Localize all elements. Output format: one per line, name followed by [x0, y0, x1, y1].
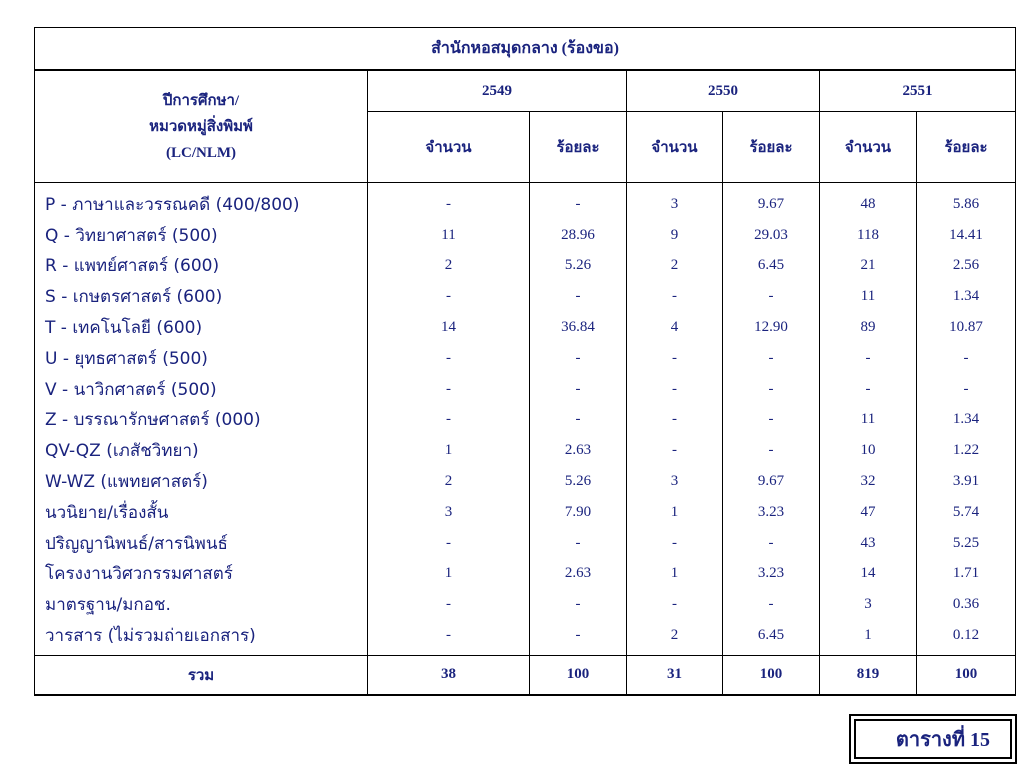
row-category: Z - บรรณารักษศาสตร์ (000) — [35, 405, 368, 436]
row-2551-count: 21 — [820, 251, 917, 282]
row-2551-count: - — [820, 343, 917, 374]
row-2551-percent: 0.12 — [917, 620, 1016, 655]
row-2550-percent: 6.45 — [723, 251, 820, 282]
row-2549-percent: - — [530, 281, 627, 312]
row-2549-count: 2 — [368, 251, 530, 282]
row-2550-percent: - — [723, 405, 820, 436]
row-2551-percent: 2.56 — [917, 251, 1016, 282]
table-row — [35, 620, 1016, 655]
table-row — [35, 435, 1016, 466]
row-category: ปริญญานิพนธ์/สารนิพนธ์ — [35, 528, 368, 559]
count-header: จำนวน — [368, 112, 530, 183]
row-2549-count: - — [368, 620, 530, 655]
table-row — [35, 466, 1016, 497]
row-2551-count: 89 — [820, 312, 917, 343]
row-2549-count: 14 — [368, 312, 530, 343]
row-2549-percent: 5.26 — [530, 251, 627, 282]
row-2549-percent: 7.90 — [530, 497, 627, 528]
row-2549-percent: 2.63 — [530, 559, 627, 590]
row-2549-percent: - — [530, 620, 627, 655]
table-row — [35, 497, 1016, 528]
row-2551-percent: 3.91 — [917, 466, 1016, 497]
row-2551-count: 47 — [820, 497, 917, 528]
row-2549-percent: - — [530, 589, 627, 620]
row-category: P - ภาษาและวรรณคดี (400/800) — [35, 183, 368, 220]
row-2550-count: 3 — [627, 183, 723, 220]
percent-header: ร้อยละ — [530, 112, 627, 183]
row-2551-percent: 5.86 — [917, 183, 1016, 220]
total-label: รวม — [35, 655, 368, 695]
row-2549-percent: - — [530, 405, 627, 436]
row-2549-percent: - — [530, 183, 627, 220]
category-header-line2: หมวดหมู่สิ่งพิมพ์ — [149, 118, 253, 135]
row-2550-percent: 12.90 — [723, 312, 820, 343]
row-category: R - แพทย์ศาสตร์ (600) — [35, 251, 368, 282]
row-category: นวนิยาย/เรื่องสั้น — [35, 497, 368, 528]
row-2551-percent: 1.22 — [917, 435, 1016, 466]
row-2551-percent: - — [917, 343, 1016, 374]
category-header-line1: ปีการศึกษา/ — [162, 92, 240, 109]
count-header: จำนวน — [820, 112, 917, 183]
row-2550-percent: - — [723, 374, 820, 405]
row-2550-percent: 9.67 — [723, 183, 820, 220]
year-header-2549: 2549 — [368, 70, 627, 112]
total-row — [35, 655, 1016, 695]
row-2549-count: - — [368, 281, 530, 312]
table-row — [35, 374, 1016, 405]
category-header-line3: (LC/NLM) — [166, 144, 236, 161]
row-2550-percent: 3.23 — [723, 559, 820, 590]
row-2551-percent: 1.71 — [917, 559, 1016, 590]
row-2549-count: 11 — [368, 220, 530, 251]
table-number-label: ตารางที่ 15 — [854, 719, 1012, 759]
category-header — [35, 70, 368, 183]
row-2550-count: 9 — [627, 220, 723, 251]
total-2550-percent: 100 — [723, 655, 820, 695]
row-2549-percent: 2.63 — [530, 435, 627, 466]
row-2549-count: 2 — [368, 466, 530, 497]
row-2551-percent: 5.74 — [917, 497, 1016, 528]
row-2549-percent: 28.96 — [530, 220, 627, 251]
row-2550-percent: 9.67 — [723, 466, 820, 497]
row-2551-percent: - — [917, 374, 1016, 405]
row-2550-count: - — [627, 528, 723, 559]
total-2549-percent: 100 — [530, 655, 627, 695]
row-category: QV-QZ (เภสัชวิทยา) — [35, 435, 368, 466]
row-2551-count: - — [820, 374, 917, 405]
row-2550-percent: 3.23 — [723, 497, 820, 528]
table-body — [35, 183, 1016, 656]
year-header-2550: 2550 — [627, 70, 820, 112]
row-category: Q - วิทยาศาสตร์ (500) — [35, 220, 368, 251]
row-2551-count: 43 — [820, 528, 917, 559]
row-2550-percent: - — [723, 435, 820, 466]
row-2549-percent: 36.84 — [530, 312, 627, 343]
row-2551-percent: 1.34 — [917, 281, 1016, 312]
table-row — [35, 405, 1016, 436]
row-2549-count: 1 — [368, 559, 530, 590]
table-row — [35, 312, 1016, 343]
row-category: T - เทคโนโลยี (600) — [35, 312, 368, 343]
row-2549-percent: 5.26 — [530, 466, 627, 497]
row-2549-percent: - — [530, 343, 627, 374]
table-number-badge — [849, 714, 1017, 764]
row-2551-count: 118 — [820, 220, 917, 251]
total-2551-count: 819 — [820, 655, 917, 695]
row-2551-count: 48 — [820, 183, 917, 220]
row-2549-percent: - — [530, 528, 627, 559]
row-2550-percent: - — [723, 528, 820, 559]
row-2549-count: - — [368, 405, 530, 436]
row-2550-count: 2 — [627, 620, 723, 655]
total-2550-count: 31 — [627, 655, 723, 695]
row-2550-percent: 29.03 — [723, 220, 820, 251]
row-2550-percent: - — [723, 281, 820, 312]
row-2551-percent: 10.87 — [917, 312, 1016, 343]
table-row — [35, 559, 1016, 590]
row-2551-percent: 14.41 — [917, 220, 1016, 251]
row-2549-count: 3 — [368, 497, 530, 528]
row-2551-count: 32 — [820, 466, 917, 497]
table-row — [35, 589, 1016, 620]
table-row — [35, 528, 1016, 559]
row-2550-count: 3 — [627, 466, 723, 497]
row-2551-percent: 1.34 — [917, 405, 1016, 436]
table-row — [35, 183, 1016, 220]
percent-header: ร้อยละ — [917, 112, 1016, 183]
row-2551-count: 3 — [820, 589, 917, 620]
row-2550-percent: - — [723, 589, 820, 620]
row-2549-count: - — [368, 528, 530, 559]
row-2549-count: 1 — [368, 435, 530, 466]
row-category: โครงงานวิศวกรรมศาสตร์ — [35, 559, 368, 590]
row-2549-count: - — [368, 183, 530, 220]
row-2549-percent: - — [530, 374, 627, 405]
row-2549-count: - — [368, 589, 530, 620]
row-2550-count: - — [627, 374, 723, 405]
table-row — [35, 343, 1016, 374]
row-2550-count: - — [627, 435, 723, 466]
table-row — [35, 251, 1016, 282]
row-2550-count: - — [627, 589, 723, 620]
row-2551-count: 10 — [820, 435, 917, 466]
row-category: W-WZ (แพทยศาสตร์) — [35, 466, 368, 497]
row-2550-count: 4 — [627, 312, 723, 343]
row-2551-percent: 0.36 — [917, 589, 1016, 620]
table-caption: สำนักหอสมุดกลาง (ร้องขอ) — [35, 28, 1016, 71]
count-header: จำนวน — [627, 112, 723, 183]
row-2550-count: - — [627, 405, 723, 436]
row-category: S - เกษตรศาสตร์ (600) — [35, 281, 368, 312]
total-2551-percent: 100 — [917, 655, 1016, 695]
row-2551-count: 1 — [820, 620, 917, 655]
row-2550-count: - — [627, 281, 723, 312]
table-row — [35, 281, 1016, 312]
row-2549-count: - — [368, 374, 530, 405]
table-row — [35, 220, 1016, 251]
row-2551-percent: 5.25 — [917, 528, 1016, 559]
row-category: มาตรฐาน/มกอช. — [35, 589, 368, 620]
row-2551-count: 14 — [820, 559, 917, 590]
row-2550-count: 2 — [627, 251, 723, 282]
row-category: V - นาวิกศาสตร์ (500) — [35, 374, 368, 405]
total-2549-count: 38 — [368, 655, 530, 695]
statistics-table — [34, 27, 1016, 696]
year-header-2551: 2551 — [820, 70, 1016, 112]
row-2550-count: 1 — [627, 559, 723, 590]
row-category: วารสาร (ไม่รวมถ่ายเอกสาร) — [35, 620, 368, 655]
row-2549-count: - — [368, 343, 530, 374]
row-2550-count: 1 — [627, 497, 723, 528]
row-2551-count: 11 — [820, 405, 917, 436]
row-category: U - ยุทธศาสตร์ (500) — [35, 343, 368, 374]
row-2550-percent: 6.45 — [723, 620, 820, 655]
percent-header: ร้อยละ — [723, 112, 820, 183]
row-2550-percent: - — [723, 343, 820, 374]
row-2550-count: - — [627, 343, 723, 374]
row-2551-count: 11 — [820, 281, 917, 312]
